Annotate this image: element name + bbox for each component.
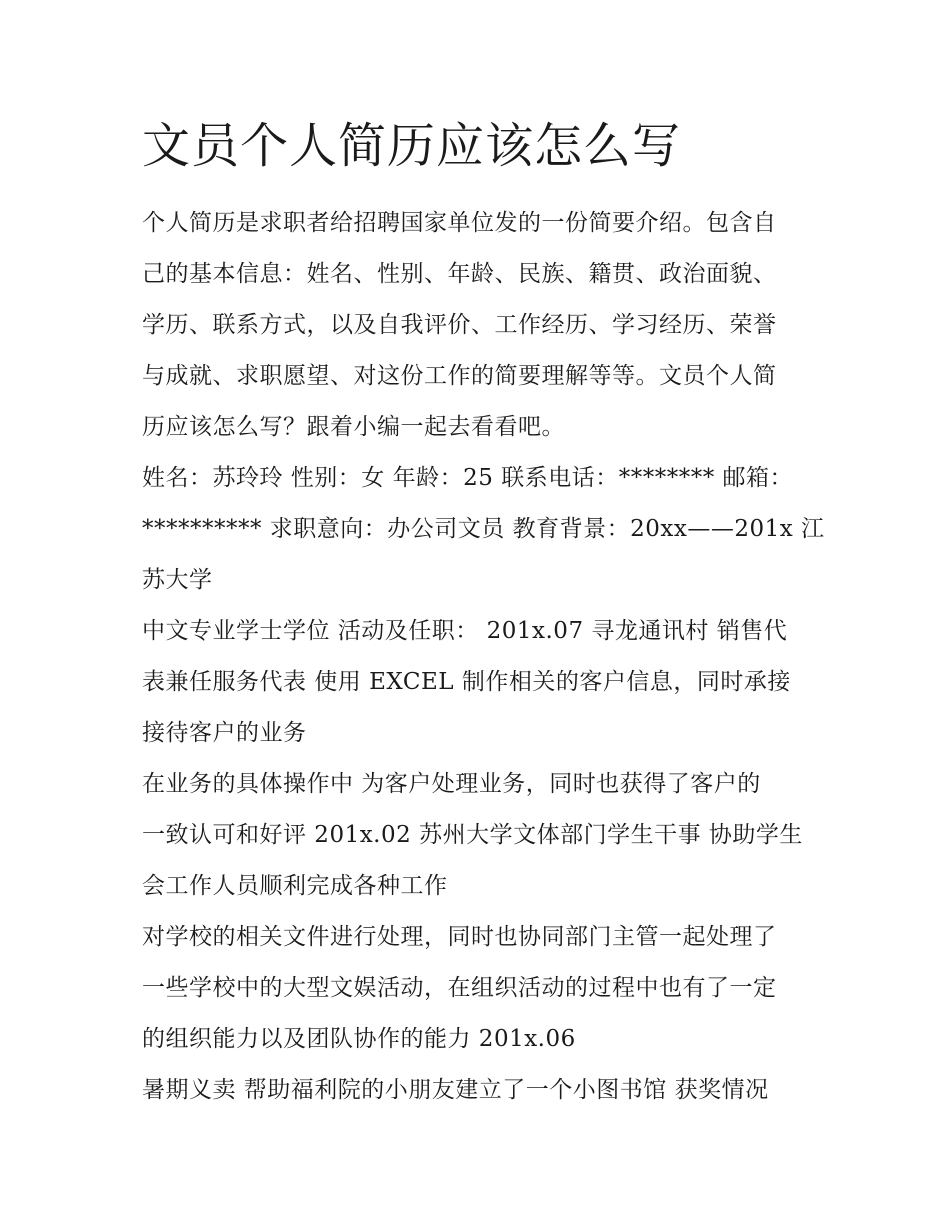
document-body [142,110,825,1116]
text-line: 与成就、求职愿望、对这份工作的简要理解等等。文员个人简 [142,363,777,389]
paragraph-personal-info [142,453,825,606]
text-line: 接待客户的业务 [142,720,307,746]
text-line: 在业务的具体操作中 为客户处理业务，同时也获得了客户的 [142,771,761,797]
text-line: 会工作人员顺利完成各种工作 [142,873,448,899]
text-line: 历应该怎么写？跟着小编一起去看看吧。 [142,414,565,440]
text-line: 一些学校中的大型文娱活动，在组织活动的过程中也有了一定 [142,975,777,1001]
document-title: 文员个人简历应该怎么写 [142,118,682,174]
text-line: 一致认可和好评 201x.02 苏州大学文体部门学生干事 协助学生 [142,822,803,848]
text-line: 个人简历是求职者给招聘国家单位发的一份简要介绍。包含自 [142,210,777,236]
text-line: 姓名：苏玲玲 性别：女 年龄：25 联系电话：******** 邮箱： [142,465,794,491]
text-line: 己的基本信息：姓名、性别、年龄、民族、籍贯、政治面貌、 [142,261,777,287]
text-line: 的组织能力以及团队协作的能力 201x.06 [142,1026,576,1052]
paragraph-volunteer [142,1065,814,1116]
text-line: 中文专业学士学位 活动及任职： 201x.07 寻龙通讯村 销售代 [142,618,788,644]
text-line: 学历、联系方式，以及自我评价、工作经历、学习经历、荣誉 [142,312,777,338]
paragraph-business-work [142,759,814,912]
text-line: 暑期义卖 帮助福利院的小朋友建立了一个小图书馆 获奖情况 [142,1077,769,1103]
paragraph-intro [142,198,814,453]
text-line: ********** 求职意向：办公司文员 教育背景：20xx——201x 江 [142,516,825,542]
paragraph-school-work [142,912,814,1065]
paragraph-activities [142,606,814,759]
text-line: 表兼任服务代表 使用 EXCEL 制作相关的客户信息，同时承接 [142,669,791,695]
text-line: 对学校的相关文件进行处理，同时也协同部门主管一起处理了 [142,924,777,950]
text-line: 苏大学 [142,567,213,593]
